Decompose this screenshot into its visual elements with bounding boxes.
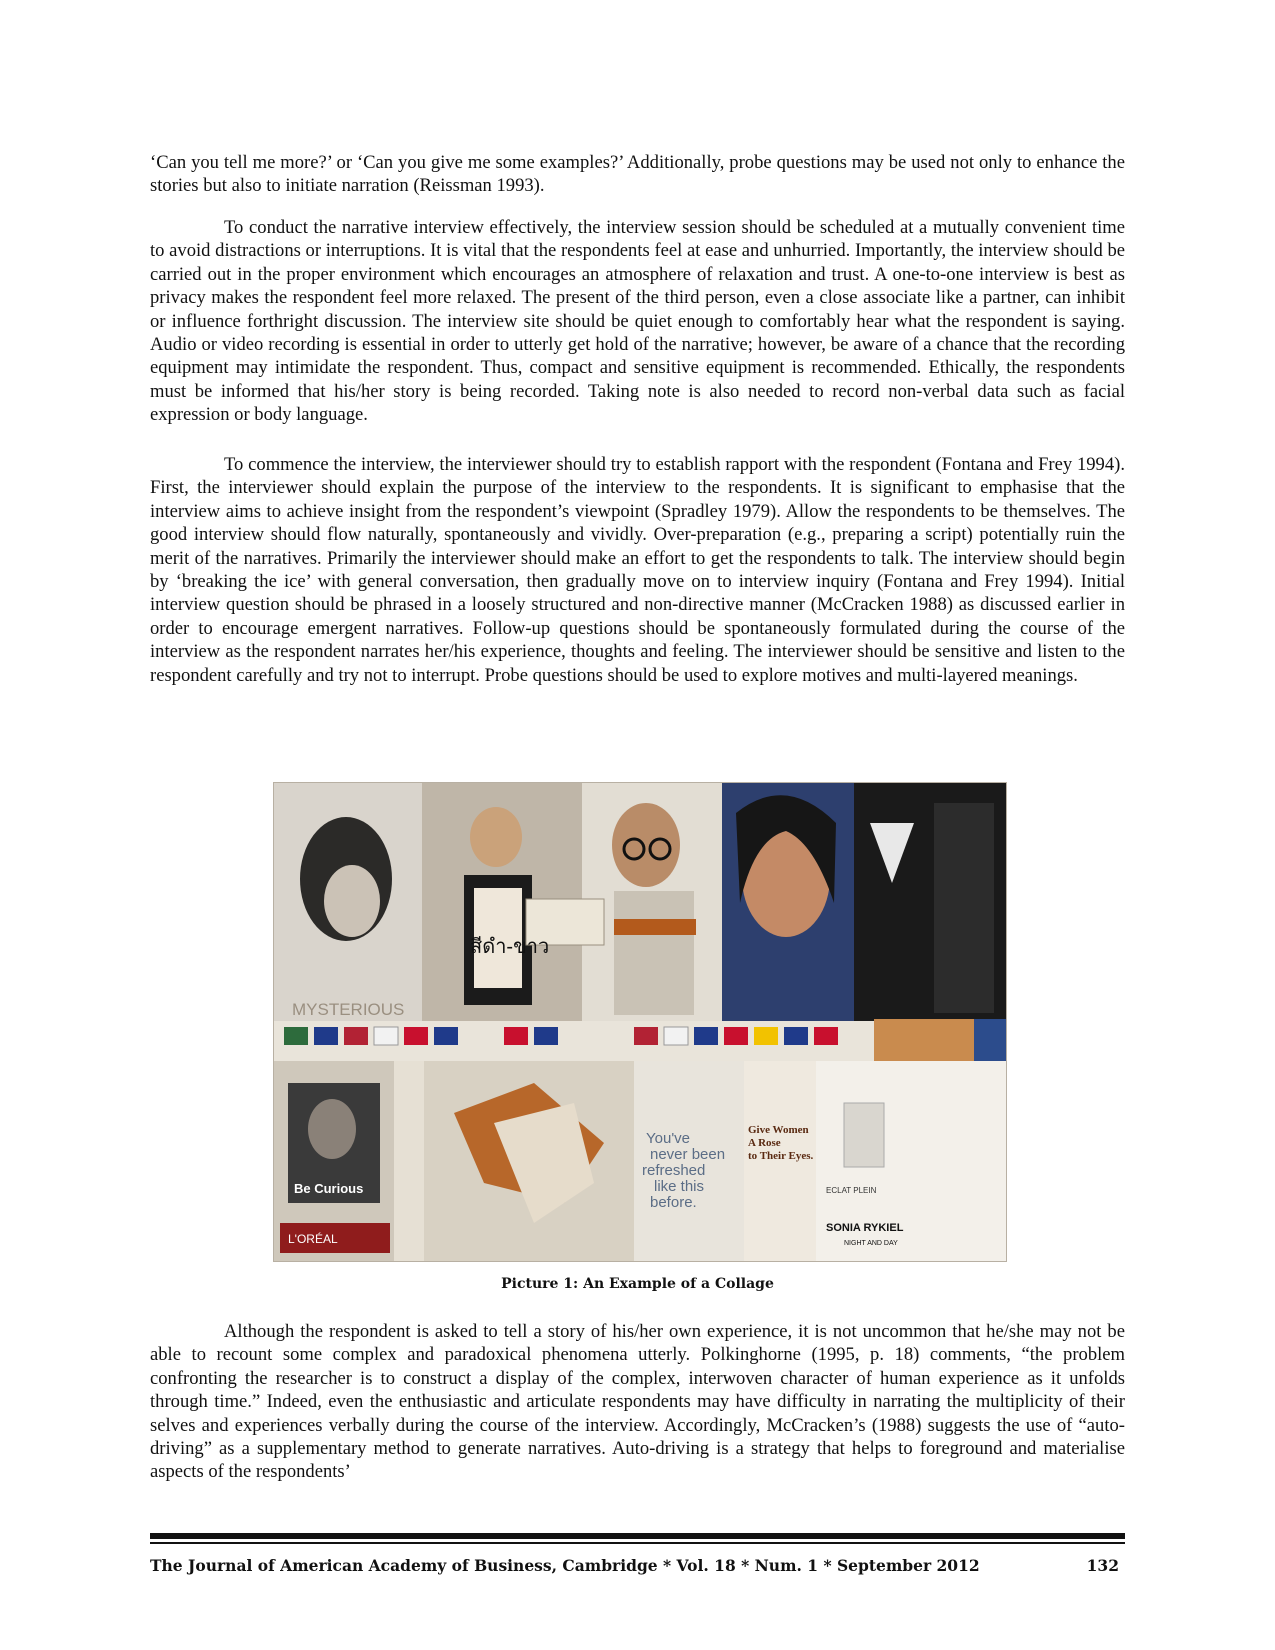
journal-citation: The Journal of American Academy of Business, Cambridge * Vol. 18 * Num. 1 * September 2012 [150,1556,980,1575]
footer-rule-thick [150,1533,1125,1539]
document-page [150,0,1125,1650]
collage-you-line5: before. [650,1194,697,1211]
collage-give-line1: Give Women [748,1124,809,1136]
footer-rule-thin [150,1542,1125,1544]
paragraph-auto-driving: Although the respondent is asked to tell a story of his/her own experience, it is not uncommon that he/she may not be able to recount some complex and paradoxical phenomena utterly. Polkinghorne (1995, p. 18) comments, “the problem confronting the researcher is to construct a display of the complex, interwoven character of human experience as it unfolds through time.” Indeed, even the enthusiastic and articulate respondents may have difficulty in narrating the multiplicity of their selves and experiences verbally during the course of the interview. Accordingly, McCracken’s (1988) suggests the use of “auto-driving” as a supplementary method to generate narratives. Auto-driving is a strategy that helps to foreground and materialise aspects of the respondents’ [150,1321,1125,1483]
collage-loreal-text: L'ORÉAL [288,1232,338,1246]
collage-eclat-text: ECLAT PLEIN [826,1186,877,1195]
collage-sonia-text: SONIA RYKIEL [826,1222,904,1234]
figure-caption: Picture 1: An Example of a Collage [501,1276,774,1292]
collage-thai-text: สีดำ-ขาว [470,936,550,958]
collage-give-line2: A Rose [748,1137,781,1149]
collage-you-line3: refreshed [642,1162,706,1179]
paragraph-commence-interview: To commence the interview, the interviewer should try to establish rapport with the respondent (Fontana and Frey 1994). First, the interviewer should explain the purpose of the interview to the respondents. It is significant to emphasise that the interview aims to achieve insight from the respondent’s viewpoint (Spradley 1979). Allow the respondents to be themselves. The good interview should flow naturally, spontaneously and vividly. Over-preparation (e.g., preparing a script) potentially ruin the merit of the narratives. Primarily the interviewer should make an effort to get the respondents to talk. The interview should begin by ‘breaking the ice’ with general conversation, then gradually move on to interview inquiry (Fontana and Frey 1994). Initial interview question should be phrased in a loosely structured and non-directive manner (McCracken 1988) as discussed earlier in order to encourage emergent narratives. Follow-up questions should be spontaneously formulated during the course of the interview as the respondent narrates her/his experience, thoughts and feeling. The interviewer should be sensitive and listen to the respondent carefully and try not to interrupt. Probe questions should be used to explore motives and multi-layered meanings. [150,454,1125,686]
collage-give-line3: to Their Eyes. [748,1150,814,1162]
collage-be-curious-text: Be Curious [294,1181,364,1196]
collage-you-line2: never been [650,1146,726,1163]
collage-you-line1: You've [646,1130,691,1147]
collage-night-text: NIGHT AND DAY [844,1240,898,1247]
collage-image [274,783,1006,1261]
paragraph-probe-questions: ‘Can you tell me more?’ or ‘Can you give me some examples?’ Additionally, probe questions may be used not only to enhance the stories but also to initiate narration (Reissman 1993). [150,152,1125,197]
collage-mysterious-text: MYSTERIOUS [292,1000,405,1019]
collage-you-line4: like this [654,1178,705,1195]
paragraph-interview-setting: To conduct the narrative interview effectively, the interview session should be scheduled at a mutually convenient time to avoid distractions or interruptions. It is vital that the respondents feel at ease and unhurried. Importantly, the interview should be carried out in the proper environment which encourages an atmosphere of relaxation and trust. A one-to-one interview is best as privacy makes the respondent feel more relaxed. The present of the third person, even a close associate like a partner, can inhibit or influence forthright discussion. The interview site should be quiet enough to comfortably hear what the respondent is saying. Audio or video recording is essential in order to utterly get hold of the narrative; however, be aware of a chance that the recording equipment may intimidate the respondent. Thus, compact and sensitive equipment is recommended. Ethically, the respondents must be informed that his/her story is being recorded. Taking note is also needed to record non-verbal data such as facial expression or body language. [150,217,1125,426]
collage-figure [273,782,1007,1262]
page-number: 132 [1086,1556,1119,1575]
